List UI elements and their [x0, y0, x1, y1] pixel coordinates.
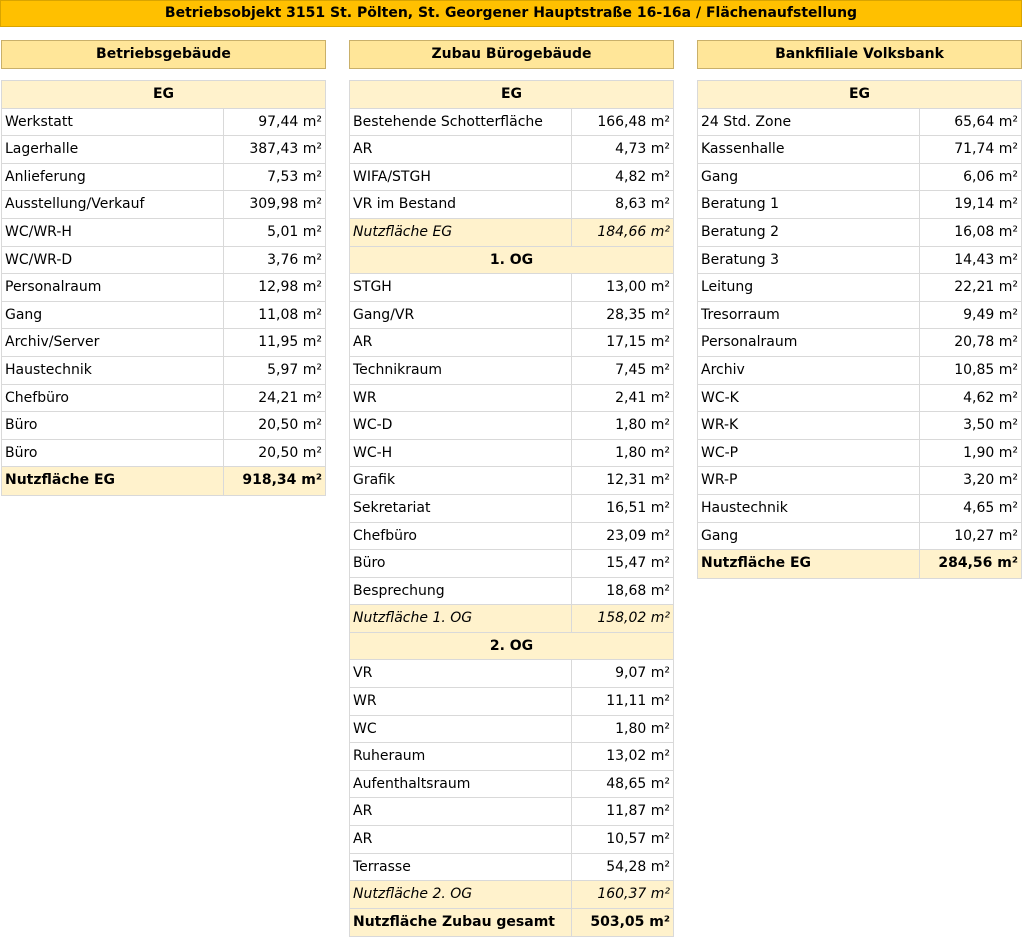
table-row: [698, 412, 1021, 440]
room-area: 20,78 m²: [954, 334, 1018, 351]
room-name: WC-D: [350, 412, 572, 439]
room-name: Gang/VR: [350, 302, 572, 329]
room-area: 1,90 m²: [963, 444, 1018, 461]
room-name: Gang: [698, 523, 920, 550]
room-name: Chefbüro: [350, 523, 572, 550]
column-header: Zubau Bürogebäude: [349, 40, 674, 69]
room-area: 2,41 m²: [615, 389, 670, 406]
room-area: 71,74 m²: [954, 141, 1018, 158]
room-name: WC-K: [698, 385, 920, 412]
room-area: 11,87 m²: [606, 803, 670, 820]
room-name: Haustechnik: [2, 357, 224, 384]
room-area: 4,73 m²: [615, 141, 670, 158]
room-area: 11,95 m²: [258, 334, 322, 351]
table-row: [350, 329, 673, 357]
room-area: 3,20 m²: [963, 472, 1018, 489]
table-row: [350, 302, 673, 330]
table-row: [698, 467, 1021, 495]
room-name: Grafik: [350, 467, 572, 494]
room-area: 10,27 m²: [954, 527, 1018, 544]
table-row: [2, 357, 325, 385]
column-betriebsgebaeude: [1, 40, 326, 496]
table-row: [2, 247, 325, 275]
table-row: [350, 109, 673, 137]
table-row: [350, 550, 673, 578]
table-row: [2, 191, 325, 219]
room-name: Nutzfläche EG: [698, 550, 920, 578]
room-name: Chefbüro: [2, 385, 224, 412]
room-area: 3,76 m²: [267, 251, 322, 268]
table-row: [2, 329, 325, 357]
room-area: 4,82 m²: [615, 168, 670, 185]
room-name: Terrasse: [350, 854, 572, 881]
table-row: [350, 688, 673, 716]
room-area: 309,98 m²: [249, 196, 322, 213]
table-row: [698, 164, 1021, 192]
room-name: VR im Bestand: [350, 191, 572, 218]
room-area: 184,66 m²: [597, 223, 670, 240]
room-name: Archiv: [698, 357, 920, 384]
table-row: [2, 385, 325, 413]
room-name: AR: [350, 329, 572, 356]
room-area: 4,62 m²: [963, 389, 1018, 406]
room-name: Ausstellung/Verkauf: [2, 191, 224, 218]
room-area: 48,65 m²: [606, 775, 670, 792]
room-name: Werkstatt: [2, 109, 224, 136]
room-name: VR: [350, 660, 572, 687]
room-name: Aufenthaltsraum: [350, 771, 572, 798]
table-row: [350, 440, 673, 468]
floor-header: 2. OG: [350, 633, 673, 661]
room-area: 13,00 m²: [606, 279, 670, 296]
room-name: Büro: [2, 412, 224, 439]
room-name: Beratung 3: [698, 247, 920, 274]
room-area: 54,28 m²: [606, 858, 670, 875]
table-row: [2, 219, 325, 247]
room-area: 158,02 m²: [597, 610, 670, 627]
room-area: 1,80 m²: [615, 720, 670, 737]
table-row: [350, 854, 673, 882]
room-area: 23,09 m²: [606, 527, 670, 544]
room-area: 14,43 m²: [954, 251, 1018, 268]
room-name: Gang: [2, 302, 224, 329]
room-name: WR: [350, 688, 572, 715]
table-row: [350, 274, 673, 302]
room-area: 166,48 m²: [597, 113, 670, 130]
room-name: Ruheraum: [350, 743, 572, 770]
room-name: Nutzfläche 1. OG: [350, 605, 572, 632]
room-name: WC-H: [350, 440, 572, 467]
table-row: [698, 495, 1021, 523]
room-area: 28,35 m²: [606, 306, 670, 323]
room-area: 24,21 m²: [258, 389, 322, 406]
table-row: [350, 357, 673, 385]
column-zubau-buerogebaeude: [349, 40, 674, 937]
table-row: [2, 164, 325, 192]
room-area: 13,02 m²: [606, 748, 670, 765]
table-row: [350, 798, 673, 826]
area-table: [1, 80, 326, 496]
room-name: AR: [350, 826, 572, 853]
room-name: WR: [350, 385, 572, 412]
table-row: [698, 329, 1021, 357]
table-row: [2, 109, 325, 137]
room-area: 9,07 m²: [615, 665, 670, 682]
subtotal-row: [350, 881, 673, 909]
room-name: Nutzfläche Zubau gesamt: [350, 909, 572, 937]
table-row: [350, 495, 673, 523]
room-area: 97,44 m²: [258, 113, 322, 130]
room-area: 16,08 m²: [954, 223, 1018, 240]
room-area: 19,14 m²: [954, 196, 1018, 213]
room-area: 20,50 m²: [258, 444, 322, 461]
page-title: Betriebsobjekt 3151 St. Pölten, St. Georgener Hauptstraße 16-16a / Flächenaufstellung: [0, 0, 1022, 27]
table-row: [698, 357, 1021, 385]
table-row: [698, 440, 1021, 468]
room-area: 503,05 m²: [590, 913, 670, 930]
area-table: [697, 80, 1022, 579]
room-name: Büro: [350, 550, 572, 577]
room-name: WC/WR-H: [2, 219, 224, 246]
table-row: [350, 743, 673, 771]
room-area: 3,50 m²: [963, 417, 1018, 434]
subtotal-row: [350, 219, 673, 247]
room-name: Personalraum: [2, 274, 224, 301]
room-name: Nutzfläche 2. OG: [350, 881, 572, 908]
table-row: [350, 191, 673, 219]
room-area: 12,31 m²: [606, 472, 670, 489]
table-row: [2, 412, 325, 440]
room-area: 284,56 m²: [938, 555, 1018, 572]
total-row: [2, 467, 325, 495]
room-name: Haustechnik: [698, 495, 920, 522]
room-name: Personalraum: [698, 329, 920, 356]
table-row: [698, 274, 1021, 302]
room-area: 5,01 m²: [267, 223, 322, 240]
table-row: [350, 716, 673, 744]
room-name: WC-P: [698, 440, 920, 467]
room-area: 22,21 m²: [954, 279, 1018, 296]
table-row: [350, 826, 673, 854]
table-row: [698, 191, 1021, 219]
table-row: [350, 385, 673, 413]
room-name: Tresorraum: [698, 302, 920, 329]
room-name: Besprechung: [350, 578, 572, 605]
table-row: [698, 302, 1021, 330]
room-area: 10,57 m²: [606, 831, 670, 848]
table-row: [2, 136, 325, 164]
room-name: WR-P: [698, 467, 920, 494]
room-name: WR-K: [698, 412, 920, 439]
room-name: Technikraum: [350, 357, 572, 384]
room-area: 160,37 m²: [597, 886, 670, 903]
room-area: 5,97 m²: [267, 361, 322, 378]
table-row: [350, 412, 673, 440]
room-name: Beratung 2: [698, 219, 920, 246]
room-area: 17,15 m²: [606, 334, 670, 351]
room-area: 10,85 m²: [954, 361, 1018, 378]
room-area: 387,43 m²: [249, 141, 322, 158]
room-name: Gang: [698, 164, 920, 191]
floor-header: EG: [350, 81, 673, 109]
room-area: 20,50 m²: [258, 417, 322, 434]
room-name: 24 Std. Zone: [698, 109, 920, 136]
table-row: [2, 302, 325, 330]
room-area: 1,80 m²: [615, 444, 670, 461]
table-row: [350, 467, 673, 495]
total-row: [350, 909, 673, 937]
room-area: 6,06 m²: [963, 168, 1018, 185]
room-name: Lagerhalle: [2, 136, 224, 163]
floor-header: EG: [698, 81, 1021, 109]
room-name: Nutzfläche EG: [2, 467, 224, 495]
room-name: AR: [350, 798, 572, 825]
room-name: AR: [350, 136, 572, 163]
table-row: [350, 164, 673, 192]
room-area: 11,11 m²: [606, 693, 670, 710]
table-row: [2, 274, 325, 302]
room-name: Sekretariat: [350, 495, 572, 522]
room-name: WIFA/STGH: [350, 164, 572, 191]
total-row: [698, 550, 1021, 578]
floor-header: EG: [2, 81, 325, 109]
room-name: Kassenhalle: [698, 136, 920, 163]
room-name: Anlieferung: [2, 164, 224, 191]
table-row: [350, 523, 673, 551]
room-name: Leitung: [698, 274, 920, 301]
table-row: [698, 247, 1021, 275]
table-row: [350, 136, 673, 164]
room-area: 15,47 m²: [606, 555, 670, 572]
room-name: Beratung 1: [698, 191, 920, 218]
room-name: STGH: [350, 274, 572, 301]
room-area: 8,63 m²: [615, 196, 670, 213]
column-header: Bankfiliale Volksbank: [697, 40, 1022, 69]
room-area: 9,49 m²: [963, 306, 1018, 323]
table-row: [698, 523, 1021, 551]
table-row: [698, 109, 1021, 137]
column-bankfiliale-volksbank: [697, 40, 1022, 579]
column-header: Betriebsgebäude: [1, 40, 326, 69]
room-area: 65,64 m²: [954, 113, 1018, 130]
table-row: [2, 440, 325, 468]
room-area: 7,45 m²: [615, 361, 670, 378]
room-area: 18,68 m²: [606, 582, 670, 599]
table-row: [698, 219, 1021, 247]
area-table: [349, 80, 674, 937]
room-area: 1,80 m²: [615, 417, 670, 434]
room-name: Büro: [2, 440, 224, 467]
table-row: [350, 771, 673, 799]
room-area: 11,08 m²: [258, 306, 322, 323]
table-row: [350, 660, 673, 688]
table-row: [698, 136, 1021, 164]
floor-header: 1. OG: [350, 247, 673, 275]
room-name: WC: [350, 716, 572, 743]
room-area: 918,34 m²: [242, 472, 322, 489]
subtotal-row: [350, 605, 673, 633]
room-name: WC/WR-D: [2, 247, 224, 274]
room-name: Bestehende Schotterfläche: [350, 109, 572, 136]
room-area: 12,98 m²: [258, 279, 322, 296]
table-row: [350, 578, 673, 606]
table-row: [698, 385, 1021, 413]
room-name: Archiv/Server: [2, 329, 224, 356]
room-area: 7,53 m²: [267, 168, 322, 185]
room-area: 4,65 m²: [963, 499, 1018, 516]
room-area: 16,51 m²: [606, 499, 670, 516]
room-name: Nutzfläche EG: [350, 219, 572, 246]
